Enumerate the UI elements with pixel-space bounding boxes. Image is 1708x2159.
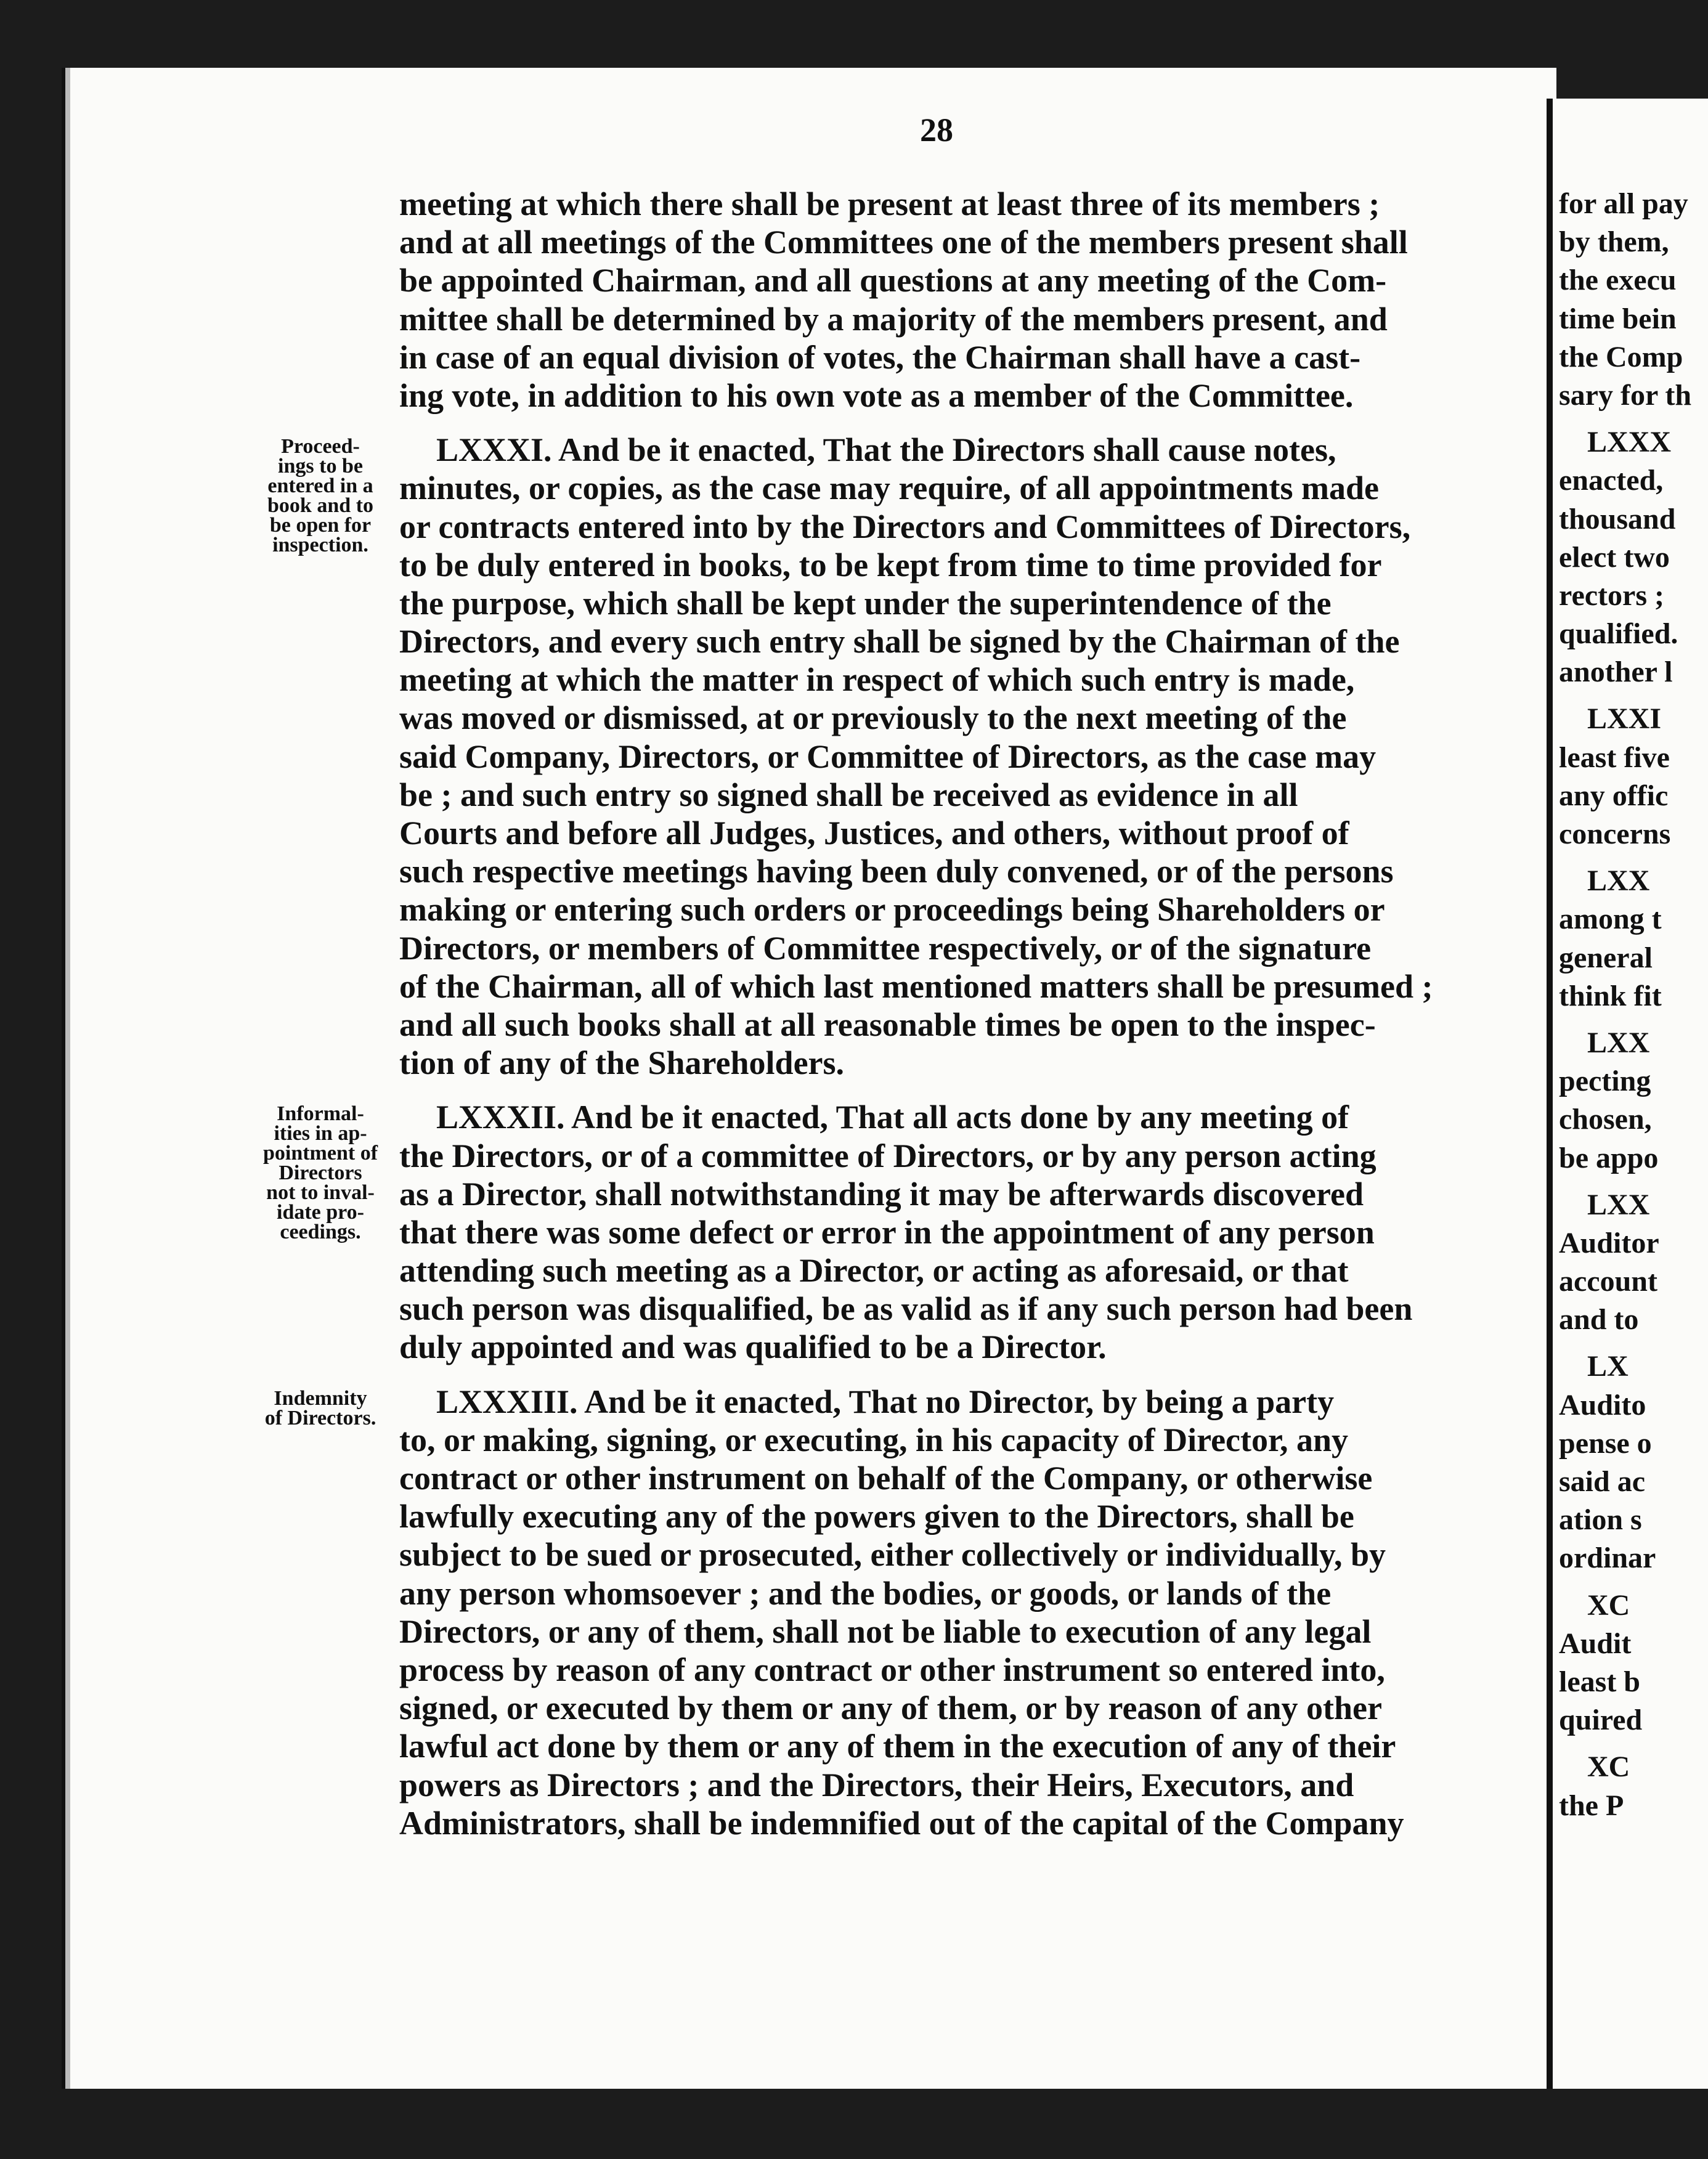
text-line: the purpose, which shall be kept under the superintendence of the [399, 584, 1332, 622]
marginal-note-line: entered in a [267, 474, 373, 497]
facing-page-line: another l [1559, 656, 1673, 689]
paragraph-gap [1559, 415, 1708, 423]
text-line: any person whomsoever ; and the bodies, or goods, or lands of the [399, 1574, 1332, 1612]
section-3 [399, 1383, 1484, 1842]
facing-page-text [1559, 185, 1708, 1825]
text-line: contract or other instrument on behalf of the Company, or otherwise [399, 1460, 1373, 1497]
facing-page-line: think fit [1559, 979, 1662, 1012]
facing-page-line: Auditor [1559, 1226, 1659, 1259]
text-line: attending such meeting as a Director, or acting as aforesaid, or that [399, 1252, 1349, 1290]
text-line: Directors, or members of Committee respectively, or of the signature [399, 929, 1372, 967]
text-line: the Directors, or of a committee of Directors, or by any person acting [399, 1137, 1377, 1174]
marginal-note-line: be open for [269, 514, 372, 537]
facing-page-line: be appo [1559, 1141, 1659, 1174]
facing-page-line: least five [1559, 741, 1670, 774]
paragraph-gap [1559, 1177, 1708, 1186]
text-line: process by reason of any contract or other instrument so entered into, [399, 1651, 1385, 1688]
facing-page-line: Audit [1559, 1627, 1632, 1660]
facing-page-line: least b [1559, 1665, 1640, 1698]
facing-page-line: quired [1559, 1704, 1643, 1737]
paragraph-gap [1559, 853, 1708, 862]
text-line: be ; and such entry so signed shall be received as evidence in all [399, 776, 1298, 813]
facing-page-line: thousand [1559, 502, 1676, 535]
text-line: lawful act done by them or any of them in the execution of any of their [399, 1728, 1396, 1765]
text-line: meeting at which the matter in respect of which such entry is made, [399, 661, 1355, 699]
facing-page-line: XC [1587, 1588, 1630, 1622]
marginal-note-line: Proceed- [281, 435, 360, 458]
facing-page-line: LXXX [1587, 426, 1672, 459]
text-line: powers as Directors ; and the Directors, their Heirs, Executors, and [399, 1766, 1354, 1803]
facing-page-line: elect two [1559, 540, 1670, 574]
marginal-note-1 [246, 437, 394, 555]
marginal-note-2 [246, 1104, 394, 1242]
marginal-note-line: ceedings. [280, 1221, 361, 1243]
text-line: LXXXIII. And be it enacted, That no Director, by being a party [436, 1383, 1335, 1420]
text-line: making or entering such orders or proceedings being Shareholders or [399, 891, 1385, 929]
facing-page-line: enacted, [1559, 464, 1664, 497]
marginal-note-line: not to inval- [266, 1181, 375, 1204]
facing-page-line: ation s [1559, 1503, 1642, 1537]
text-line: and all such books shall at all reasonable times be open to the inspec- [399, 1006, 1376, 1043]
text-line: was moved or dismissed, at or previously to the next meeting of the [399, 699, 1347, 737]
text-line: tion of any of the Shareholders. [399, 1044, 845, 1082]
marginal-note-line: ings to be [278, 455, 363, 478]
paragraph-gap [1559, 1739, 1708, 1748]
facing-page-line: concerns [1559, 818, 1671, 850]
facing-page-line: account [1559, 1265, 1657, 1298]
facing-page-line: and to [1559, 1303, 1639, 1336]
text-line: said Company, Directors, or Committee of Directors, as the case may [399, 738, 1377, 775]
facing-page-line: qualified. [1559, 617, 1678, 651]
facing-page-line: XC [1587, 1750, 1630, 1784]
facing-page-line: time bein [1559, 302, 1677, 335]
facing-page-line: pense o [1559, 1426, 1652, 1460]
facing-page-line: sary for th [1559, 378, 1692, 412]
facing-page-line: the P [1559, 1789, 1624, 1822]
facing-page-line: general [1559, 941, 1653, 974]
facing-page-line: for all pay [1559, 187, 1688, 220]
text-line: LXXXI. And be it enacted, That the Directors shall cause notes, [436, 431, 1336, 469]
facing-page-line: any offic [1559, 779, 1669, 812]
text-line: duly appointed and was qualified to be a Director. [399, 1328, 1107, 1366]
facing-page-line: ordinar [1559, 1542, 1656, 1575]
section-1 [399, 431, 1484, 1082]
paragraph-gap [1559, 1339, 1708, 1348]
facing-page-line: rectors ; [1559, 579, 1664, 612]
facing-page-line: LX [1587, 1350, 1629, 1383]
section-0 [399, 185, 1484, 415]
paragraph-gap [1559, 1015, 1708, 1024]
marginal-note-line: book and to [267, 494, 373, 517]
text-line: ing vote, in addition to his own vote as a member of the Committee. [399, 376, 1354, 414]
marginal-note-3 [246, 1389, 394, 1428]
main-text-column [399, 185, 1484, 1842]
text-line: subject to be sued or prosecuted, either collectively or individually, by [399, 1536, 1386, 1574]
facing-page-line: among t [1559, 903, 1662, 936]
marginal-note-line: of Directors. [264, 1407, 376, 1429]
text-line: or contracts entered into by the Directors and Committees of Directors, [399, 508, 1411, 545]
text-line: signed, or executed by them or any of them, or by reason of any other [399, 1689, 1382, 1727]
text-line: to, or making, signing, or executing, in his capacity of Director, any [399, 1421, 1349, 1458]
marginal-note-line: idate pro- [277, 1201, 364, 1224]
text-line: and at all meetings of the Committees one of the members present shall [399, 224, 1408, 261]
paragraph-gap [1559, 691, 1708, 700]
marginal-note-line: Directors [279, 1161, 362, 1184]
facing-page-line: LXX [1587, 1026, 1650, 1059]
text-line: in case of an equal division of votes, the Chairman shall have a cast- [399, 338, 1361, 376]
facing-page-line: the execu [1559, 264, 1677, 297]
text-line: such person was disqualified, be as valid as if any such person had been [399, 1290, 1413, 1328]
facing-page-line: by them, [1559, 226, 1669, 259]
marginal-note-line: inspection. [272, 534, 368, 556]
text-line: Administrators, shall be indemnified out of the capital of the Company [399, 1804, 1404, 1842]
text-line: minutes, or copies, as the case may require, of all appointments made [399, 470, 1379, 507]
facing-page-line: LXXI [1587, 702, 1662, 736]
marginal-note-line: Indemnity [274, 1387, 367, 1410]
marginal-note-line: ities in ap- [274, 1122, 367, 1145]
text-line: Directors, and every such entry shall be signed by the Chairman of the [399, 623, 1400, 661]
text-line: lawfully executing any of the powers given to the Directors, shall be [399, 1498, 1354, 1535]
text-line: LXXXII. And be it enacted, That all acts done by any meeting of [436, 1099, 1349, 1136]
facing-page-line: chosen, [1559, 1103, 1652, 1136]
page-number: 28 [920, 112, 953, 148]
section-2 [399, 1098, 1484, 1366]
facing-page-line: said ac [1559, 1465, 1646, 1498]
text-line: Courts and before all Judges, Justices, and others, without proof of [399, 815, 1349, 852]
text-line: Directors, or any of them, shall not be liable to execution of any legal [399, 1612, 1372, 1650]
facing-page-line: pecting [1559, 1065, 1651, 1098]
text-line: to be duly entered in books, to be kept from time to time provided for [399, 546, 1382, 583]
text-line: be appointed Chairman, and all questions at any meeting of the Com- [399, 262, 1387, 299]
text-line: that there was some defect or error in the appointment of any person [399, 1213, 1375, 1251]
text-line: mittee shall be determined by a majority of the members present, and [399, 300, 1388, 338]
marginal-note-line: Informal- [277, 1102, 364, 1125]
facing-page-line: LXX [1587, 864, 1650, 898]
paragraph-gap [1559, 1578, 1708, 1587]
facing-page-line: the Comp [1559, 340, 1683, 373]
facing-page-line: LXX [1587, 1188, 1650, 1221]
marginal-note-line: pointment of [262, 1142, 378, 1165]
text-line: meeting at which there shall be present at least three of its members ; [399, 185, 1380, 222]
facing-page-line: Audito [1559, 1388, 1646, 1421]
text-line: such respective meetings having been duly convened, or of the persons [399, 853, 1394, 890]
text-line: as a Director, shall notwithstanding it may be afterwards discovered [399, 1175, 1364, 1213]
text-line: of the Chairman, all of which last mentioned matters shall be presumed ; [399, 967, 1433, 1005]
